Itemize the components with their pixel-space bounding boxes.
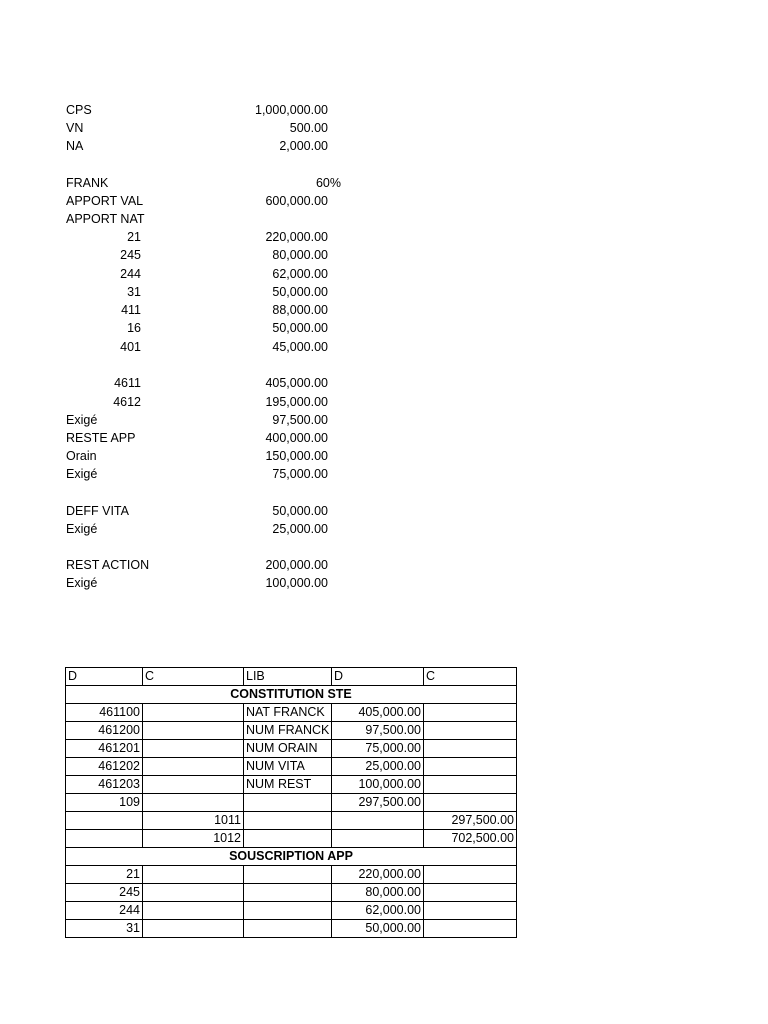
cell-credit-account: [143, 884, 244, 902]
cell-credit-account: [143, 704, 244, 722]
cell-lib: NUM FRANCK: [244, 722, 332, 740]
cell-debit-account: 461203: [66, 776, 143, 794]
label-exige-3: Exigé: [66, 522, 98, 536]
label-vn: VN: [66, 121, 84, 135]
cell-lib: [244, 812, 332, 830]
cell-credit-account: [143, 776, 244, 794]
value-21: 220,000.00: [265, 230, 328, 244]
cell-credit-amount: [424, 884, 517, 902]
cell-credit-amount: [424, 776, 517, 794]
cell-debit-amount: [332, 830, 424, 848]
section-title-souscription: SOUSCRIPTION APP: [66, 848, 517, 866]
table-row: [66, 830, 517, 848]
section-row: [66, 848, 517, 866]
cell-credit-amount: [424, 740, 517, 758]
cell-credit-account: [143, 722, 244, 740]
cell-credit-amount: [424, 902, 517, 920]
value-16: 50,000.00: [272, 321, 328, 335]
cell-debit-account: [66, 812, 143, 830]
value-4612: 195,000.00: [265, 395, 328, 409]
value-exige-3: 25,000.00: [272, 522, 328, 536]
value-rest-action: 200,000.00: [265, 558, 328, 572]
label-rest-action: REST ACTION: [66, 558, 150, 572]
cell-debit-amount: 405,000.00: [332, 704, 424, 722]
value-frank: 60%: [315, 176, 341, 190]
cell-lib: [244, 920, 332, 938]
section-title-constitution: CONSTITUTION STE: [66, 686, 517, 704]
cell-debit-amount: 62,000.00: [332, 902, 424, 920]
cell-lib: [244, 884, 332, 902]
table-row: [66, 812, 517, 830]
header-credit: C: [143, 668, 244, 686]
label-frank: FRANK: [66, 176, 109, 190]
cell-lib: NUM ORAIN: [244, 740, 332, 758]
cell-credit-amount: [424, 704, 517, 722]
code-21: 21: [127, 230, 141, 244]
cell-debit-account: 21: [66, 866, 143, 884]
cell-debit-account: 244: [66, 902, 143, 920]
value-na: 2,000.00: [279, 139, 328, 153]
table-row: [66, 902, 517, 920]
cell-debit-amount: 75,000.00: [332, 740, 424, 758]
header-lib: LIB: [244, 668, 332, 686]
value-reste-app: 400,000.00: [265, 431, 328, 445]
label-orain: Orain: [66, 449, 97, 463]
code-411: 411: [121, 303, 141, 317]
label-deff-vita: DEFF VITA: [66, 504, 129, 518]
value-exige-1: 97,500.00: [272, 413, 328, 427]
cell-credit-amount: 297,500.00: [424, 812, 517, 830]
cell-debit-account: 461201: [66, 740, 143, 758]
cell-lib: [244, 830, 332, 848]
cell-debit-amount: 25,000.00: [332, 758, 424, 776]
value-cps: 1,000,000.00: [255, 103, 328, 117]
value-deff-vita: 50,000.00: [272, 504, 328, 518]
cell-debit-amount: 220,000.00: [332, 866, 424, 884]
table-row: [66, 740, 517, 758]
cell-debit-amount: 100,000.00: [332, 776, 424, 794]
journal-header-row: [66, 668, 517, 686]
cell-lib: [244, 902, 332, 920]
header-credit-amount: C: [424, 668, 517, 686]
value-245: 80,000.00: [272, 248, 328, 262]
code-16: 16: [127, 321, 141, 335]
cell-credit-account: [143, 740, 244, 758]
header-debit: D: [66, 668, 143, 686]
code-4612: 4612: [113, 395, 141, 409]
cell-debit-amount: 97,500.00: [332, 722, 424, 740]
cell-debit-account: 461100: [66, 704, 143, 722]
table-row: [66, 920, 517, 938]
header-debit-amount: D: [332, 668, 424, 686]
cell-debit-amount: 80,000.00: [332, 884, 424, 902]
value-orain: 150,000.00: [265, 449, 328, 463]
value-4611: 405,000.00: [265, 376, 328, 390]
table-row: [66, 866, 517, 884]
table-row: [66, 722, 517, 740]
cell-credit-amount: [424, 722, 517, 740]
label-apport-nat: APPORT NAT: [66, 212, 145, 226]
label-exige-2: Exigé: [66, 467, 98, 481]
cell-debit-account: 461202: [66, 758, 143, 776]
value-apport-val: 600,000.00: [265, 194, 328, 208]
cell-lib: NAT FRANCK: [244, 704, 332, 722]
cell-credit-account: [143, 794, 244, 812]
cell-credit-account: [143, 902, 244, 920]
code-401: 401: [120, 340, 141, 354]
label-exige-4: Exigé: [66, 576, 98, 590]
value-vn: 500.00: [289, 121, 328, 135]
cell-credit-account: [143, 866, 244, 884]
table-row: [66, 776, 517, 794]
cell-debit-amount: 297,500.00: [332, 794, 424, 812]
code-31: 31: [127, 285, 141, 299]
label-apport-val: APPORT VAL: [66, 194, 144, 208]
cell-credit-account: 1012: [143, 830, 244, 848]
label-cps: CPS: [66, 103, 92, 117]
cell-credit-amount: [424, 920, 517, 938]
journal-table: [65, 667, 517, 938]
cell-lib: NUM REST: [244, 776, 332, 794]
table-row: [66, 704, 517, 722]
cell-debit-account: 245: [66, 884, 143, 902]
cell-debit-account: [66, 830, 143, 848]
cell-credit-amount: [424, 866, 517, 884]
code-244: 244: [120, 267, 141, 281]
cell-lib: [244, 866, 332, 884]
cell-lib: NUM VITA: [244, 758, 332, 776]
label-exige-1: Exigé: [66, 413, 98, 427]
cell-credit-account: [143, 920, 244, 938]
cell-debit-account: 31: [66, 920, 143, 938]
value-401: 45,000.00: [272, 340, 328, 354]
label-reste-app: RESTE APP: [66, 431, 136, 445]
cell-credit-account: 1011: [143, 812, 244, 830]
cell-credit-amount: 702,500.00: [424, 830, 517, 848]
table-row: [66, 758, 517, 776]
table-row: [66, 794, 517, 812]
cell-lib: [244, 794, 332, 812]
cell-debit-account: 461200: [66, 722, 143, 740]
code-245: 245: [120, 248, 141, 262]
value-exige-4: 100,000.00: [265, 576, 328, 590]
cell-debit-amount: 50,000.00: [332, 920, 424, 938]
label-na: NA: [66, 139, 84, 153]
cell-credit-amount: [424, 794, 517, 812]
section-row: [66, 686, 517, 704]
value-31: 50,000.00: [272, 285, 328, 299]
value-244: 62,000.00: [272, 267, 328, 281]
value-411: 88,000.00: [272, 303, 328, 317]
cell-credit-amount: [424, 758, 517, 776]
cell-debit-amount: [332, 812, 424, 830]
cell-debit-account: 109: [66, 794, 143, 812]
table-row: [66, 884, 517, 902]
code-4611: 4611: [114, 376, 141, 390]
cell-credit-account: [143, 758, 244, 776]
value-exige-2: 75,000.00: [272, 467, 328, 481]
